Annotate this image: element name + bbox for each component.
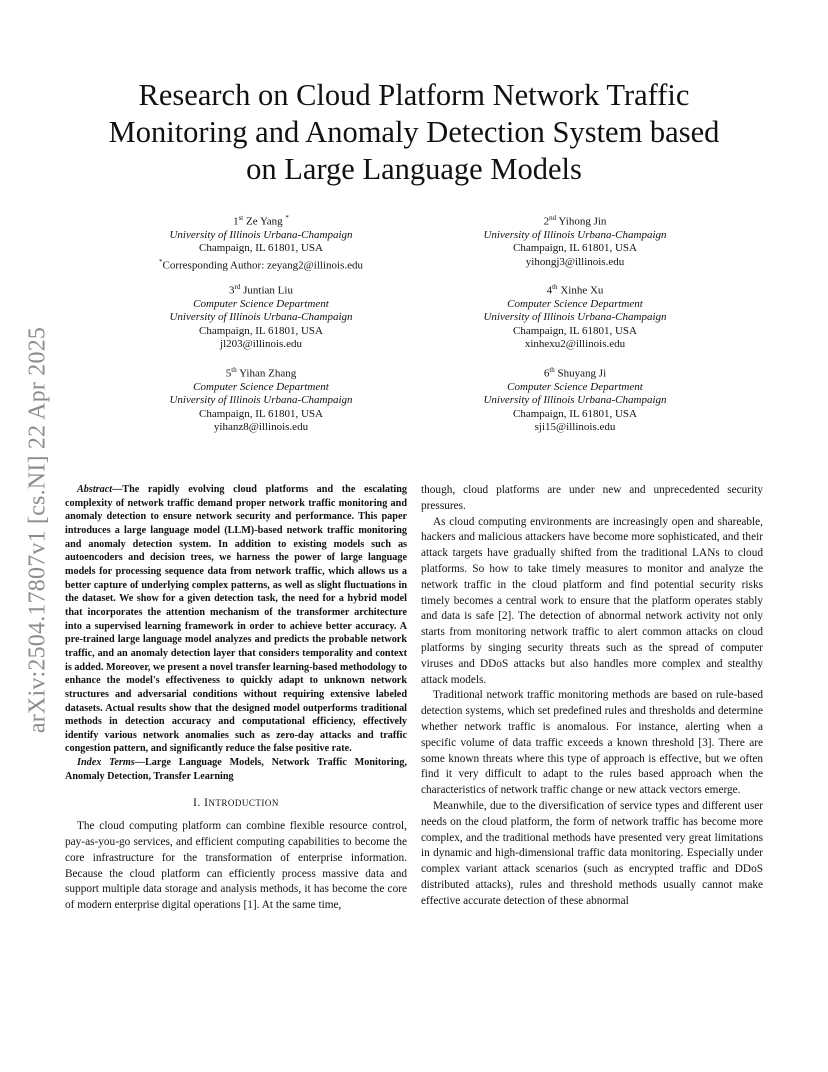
- index-terms-label: Index Terms: [77, 757, 135, 769]
- author-affiliation: University of Illinois Urbana-Champaign: [483, 394, 667, 407]
- body-paragraph: Traditional network traffic monitoring methods are based on rule-based detection systems, which set predefined rules and thresholds and determine whether network traffic is anomalous. For instance, alerting when a specific volume of data traffic exceeds a known threshold [3]. There are some known threats where this type of approach is effective, but we often find it very difficult to adapt to the rules based approach when the characteristics of network traffic change or new attack vectors emerge.: [421, 689, 763, 797]
- author-affiliation: University of Illinois Urbana-Champaign: [169, 229, 353, 242]
- author-ordinal: th: [231, 366, 237, 374]
- author-affiliation: University of Illinois Urbana-Champaign: [169, 311, 353, 324]
- author-email: yihanz8@illinois.edu: [213, 421, 309, 434]
- index-terms-text: —Large Language Models, Network Traffic Monitoring, Anomaly Detection, Transfer Learning: [65, 757, 407, 782]
- arxiv-identifier-text: arXiv:2504.17807v1 [cs.NI] 22 Apr 2025: [24, 326, 51, 734]
- author-city: Champaign, IL 61801, USA: [199, 324, 323, 337]
- abstract-label: Abstract: [77, 484, 113, 495]
- author-ordinal: th: [549, 366, 555, 374]
- author-block-1: [111, 212, 411, 273]
- author-block-4: [425, 281, 725, 352]
- title-line: on Large Language Models: [246, 152, 582, 186]
- author-number: 2: [543, 215, 550, 228]
- index-terms: [65, 756, 407, 783]
- author-number: 5: [225, 367, 232, 380]
- author-city: Champaign, IL 61801, USA: [513, 324, 637, 337]
- author-email: xinhexu2@illinois.edu: [524, 338, 626, 351]
- author-city: Champaign, IL 61801, USA: [513, 242, 637, 255]
- author-name: Yihan Zhang: [239, 367, 297, 380]
- author-city: Champaign, IL 61801, USA: [199, 242, 323, 255]
- author-block-5: [111, 364, 411, 435]
- body-paragraph: As cloud computing environments are increasingly open and shareable, hackers and malicious attackers have become more sophisticated, and their attack targets have gradually shifted from the traditional LANs to cloud platforms. So how to take timely measures to monitor and analyze the network traffic in the cloud platform and find potential security risks timely becomes a central work to ensure that the platform operates stably and data is safe [2]. The detection of abnormal network activity not only starts from monitoring network traffic to alert common attacks on cloud platforms by singing security threats such as the spread of computer viruses and DDoS attacks but also handles more complex and stealthy attack models.: [421, 515, 763, 686]
- author-ordinal: rd: [234, 283, 241, 291]
- author-ordinal: st: [238, 214, 244, 222]
- author-number: 1: [233, 215, 239, 228]
- author-department: Computer Science Department: [507, 298, 643, 311]
- body-paragraph: The cloud computing platform can combine flexible resource control, pay-as-you-go services, and efficient computing capabilities to become the core infrastructure for the transformation of enterprise information. Because the cloud platform can efficiently process massive data and support multiple data storage and analysis methods, it has become the core of modern enterprise digital operations [1]. At the same time,: [65, 820, 407, 912]
- right-column: [421, 483, 763, 910]
- author-name: Yihong Jin: [558, 215, 607, 228]
- author-number: 6: [543, 367, 550, 380]
- title-line: Research on Cloud Platform Network Traffic: [138, 78, 690, 112]
- arxiv-identifier: [18, 300, 58, 760]
- author-name: Ze Yang: [246, 215, 283, 228]
- author-name: Xinhe Xu: [560, 284, 604, 297]
- body-paragraph: Meanwhile, due to the diversification of service types and different user needs on the cloud platform, the form of network traffic has become more complex, and the traditional methods have presented very great limitations in dynamic and high-dimensional traffic data monitoring. Especially under complex variant attack scenarios (such as encrypted traffic and DDoS distributed attacks), rules and threshold methods usually cannot make effective accurate detection of these abnormal: [421, 799, 763, 907]
- left-column: [65, 483, 407, 914]
- author-ordinal: th: [552, 283, 558, 291]
- author-affiliation: University of Illinois Urbana-Champaign: [169, 394, 353, 407]
- corresponding-mark: *: [285, 214, 289, 222]
- body-paragraph-continuation: though, cloud platforms are under new and unprecedented security pressures.: [421, 484, 763, 512]
- abstract: [65, 483, 407, 756]
- author-email: sji15@illinois.edu: [534, 421, 616, 434]
- author-department: Computer Science Department: [193, 381, 329, 394]
- author-block-3: [111, 281, 411, 352]
- author-number: 3: [229, 284, 235, 297]
- author-name: Juntian Liu: [243, 284, 293, 297]
- author-email: yihongj3@illinois.edu: [525, 255, 625, 268]
- author-number: 4: [546, 284, 553, 297]
- abstract-text: —The rapidly evolving cloud platforms and the escalating complexity of network traffic demand proper network traffic monitoring and anomaly detection to ensure network security and performance. This paper introduces a large language model (LLM)-based network traffic monitoring and anomaly detection system. In addition to existing models such as autoencoders and decision trees, we harness the power of large language models for processing sequence data from network traffic, which allows us a better capture of underlying complex patterns, as well as slight fluctuations in the dataset. We show for a given detection task, the need for a hybrid model that incorporates the attention mechanism of the transformer architecture into a supervised learning framework in order to achieve better accuracy. A pre-trained large language model analyzes and predicts the probable network traffic, and an anomaly detection layer that considers temporality and context is added. Moreover, we present a novel transfer learning-based methodology to enhance the model's effectiveness to quickly adapt to unknown network structures and adversarial conditions without requiring extensive labeled datasets. Actual results show that the designed model outperforms traditional methods in detection accuracy and computational efficiency, effectively identify various network anomalies such as zero-day attacks and traffic congestion pattern, and significantly reduce the false positive rate.: [65, 484, 408, 755]
- author-block-6: [425, 364, 725, 435]
- author-block-2: [425, 212, 725, 269]
- author-department: Computer Science Department: [193, 298, 329, 311]
- section-title-rest: NTRODUCTION: [208, 798, 279, 809]
- author-email: jl203@illinois.edu: [220, 338, 302, 351]
- author-affiliation: University of Illinois Urbana-Champaign: [483, 311, 667, 324]
- author-city: Champaign, IL 61801, USA: [513, 407, 637, 420]
- author-affiliation: University of Illinois Urbana-Champaign: [483, 229, 667, 242]
- author-city: Champaign, IL 61801, USA: [199, 407, 323, 420]
- section-number: I.: [193, 797, 205, 810]
- section-heading: [65, 796, 407, 812]
- corresponding-mark: *: [159, 257, 163, 266]
- author-name: Shuyang Ji: [557, 367, 607, 380]
- section-title-initial: I: [204, 797, 209, 810]
- corresponding-author-note: Corresponding Author: zeyang2@illinois.edu: [162, 259, 363, 272]
- author-ordinal: nd: [549, 214, 557, 222]
- author-department: Computer Science Department: [507, 381, 643, 394]
- paper-title: [70, 77, 758, 188]
- title-line: Monitoring and Anomaly Detection System based: [108, 115, 720, 149]
